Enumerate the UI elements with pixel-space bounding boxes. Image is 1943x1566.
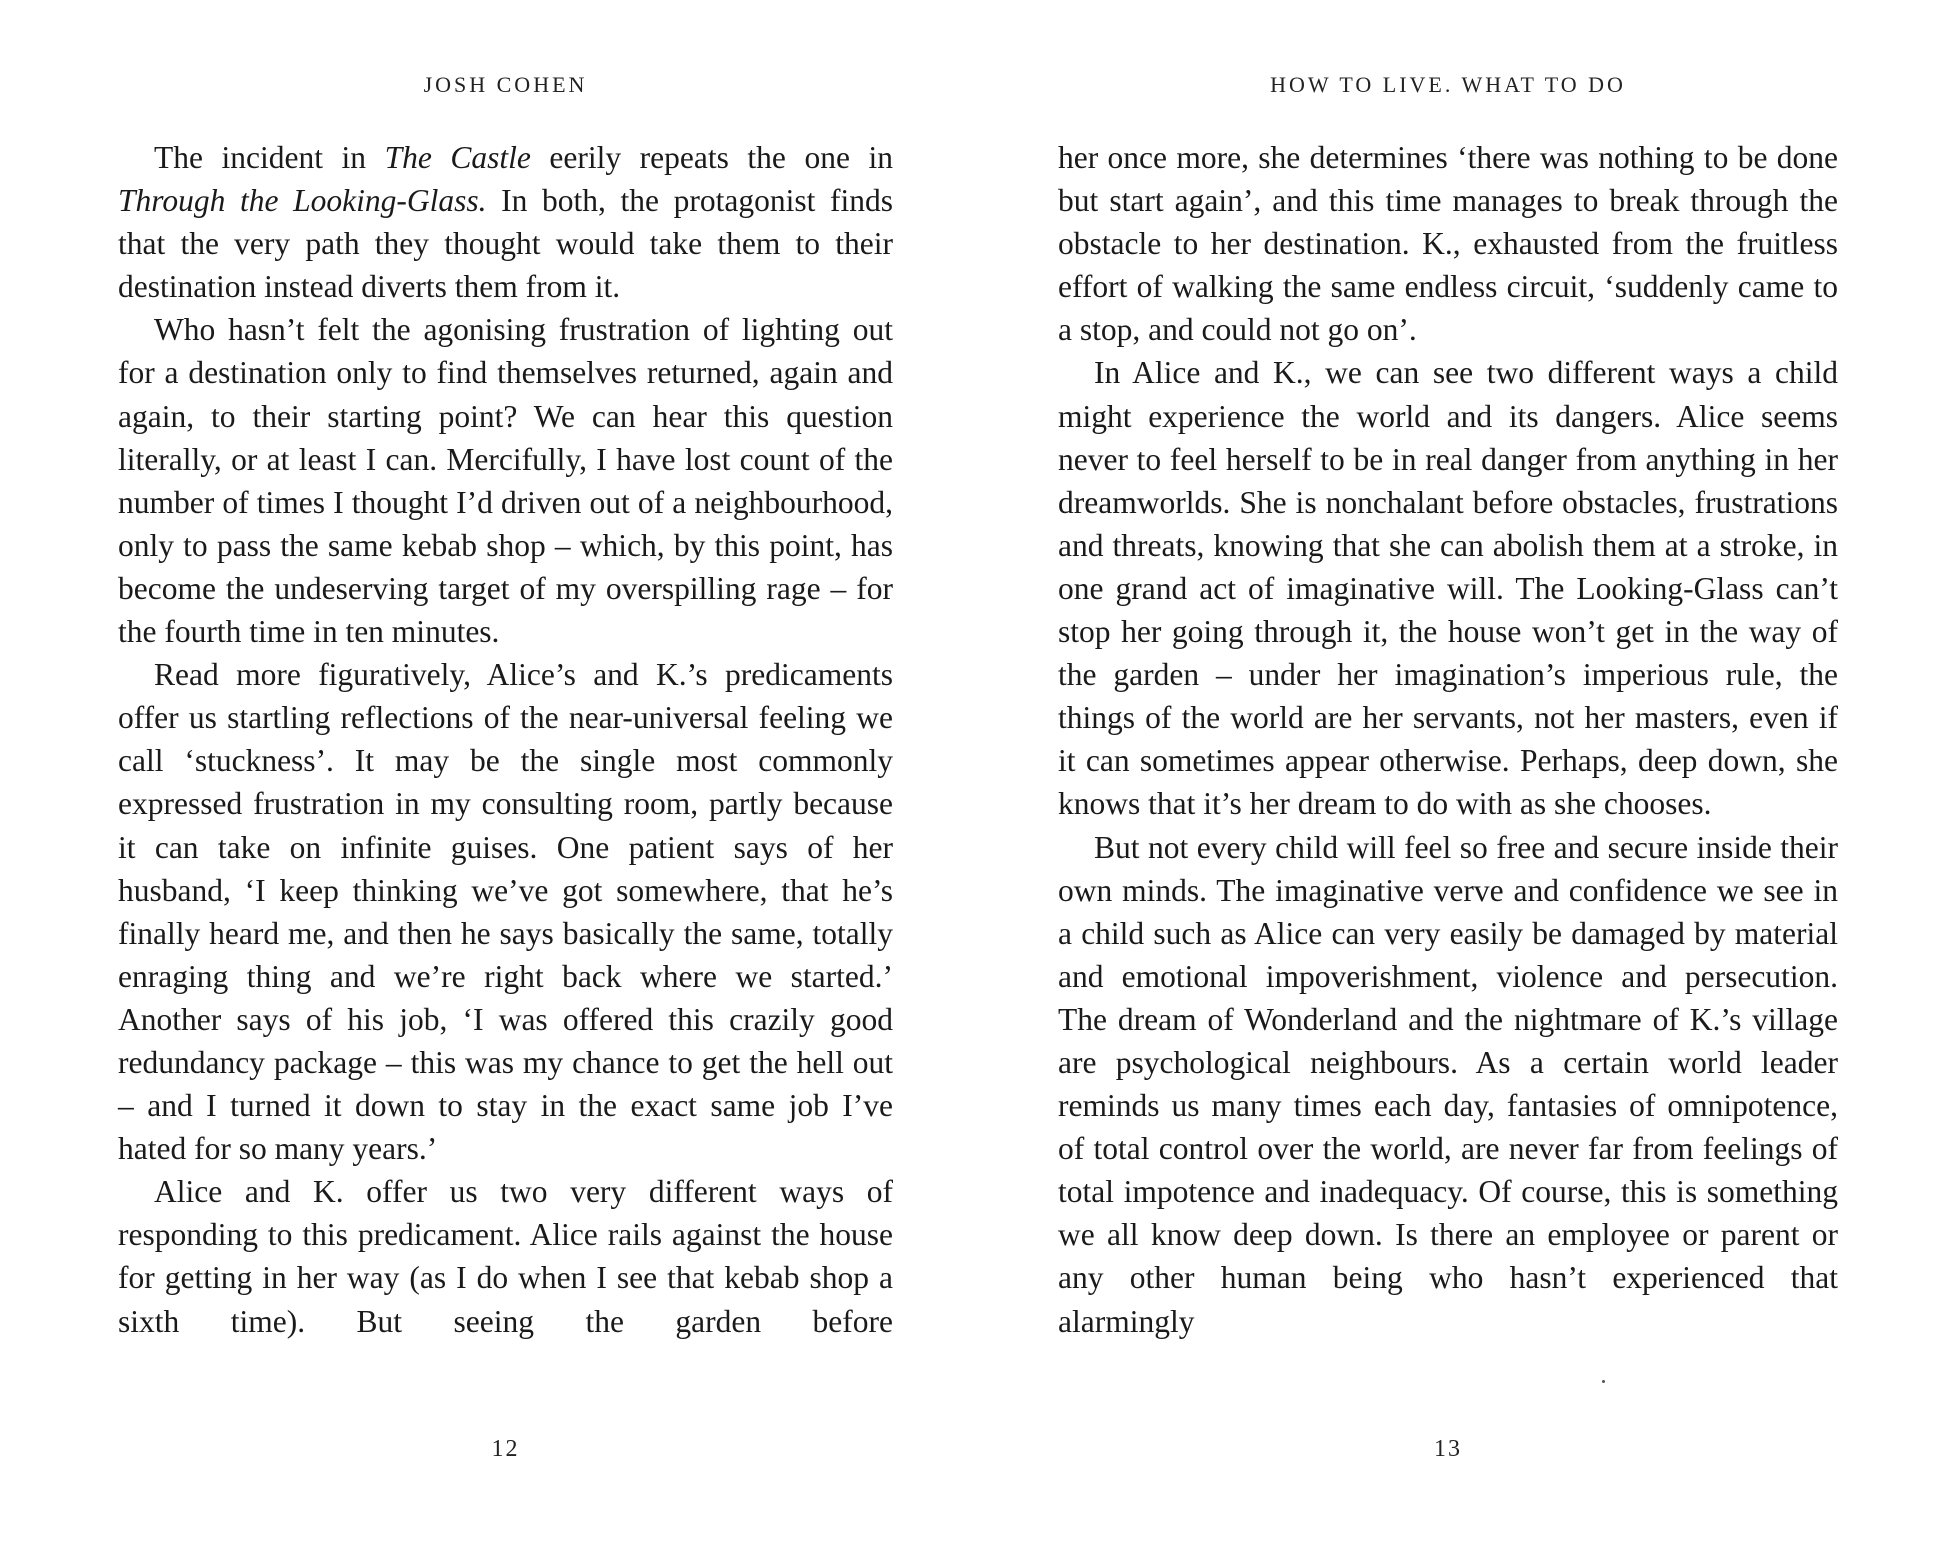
print-speck [1602,1380,1605,1383]
left-page-body [118,136,893,1343]
paragraph: The incident in The Castle eerily repeats the one in Through the Looking-Glass. In both, the protagonist finds that the very path they thought would take them to their destination instead diverts them from it. [118,140,893,305]
running-head-author: JOSH COHEN [423,72,588,97]
paragraph: In Alice and K., we can see two different ways a child might experience the world and its dangers. Alice seems never to feel herself to be in real danger from anything in her dreamworlds. She is nonchalant before obstacles, frustrations and threats, knowing that she can abolish them at a stroke, in one grand act of imaginative will. The Looking-Glass can’t stop her going through it, the house won’t get in the way of the garden – under her imagination’s imperious rule, the things of the world are her servants, not her masters, even if it can sometimes appear otherwise. Perhaps, deep down, she knows that it’s her dream to do with as she chooses. [1058,355,1838,822]
running-head-chapter: HOW TO LIVE. WHAT TO DO [1270,72,1626,97]
right-page [1058,0,1838,1566]
paragraph: her once more, she determines ‘there was nothing to be done but start again’, and this time manages to break through the obstacle to her destination. K., exhausted from the fruitless effort of walking the same endless circuit, ‘suddenly came to a stop, and could not go on’. [1058,140,1838,348]
paragraph: Read more figuratively, Alice’s and K.’s predicaments offer us startling reflections of the near-universal feeling we call ‘stuckness’. It may be the single most commonly expressed frustration in my consulting room, partly because it can take on infinite guises. One patient says of her husband, ‘I keep thinking we’ve got somewhere, that he’s finally heard me, and then he says basically the same, totally enraging thing and we’re right back where we started.’ Another says of his job, ‘I was offered this crazily good redundancy package – this was my chance to get the hell out – and I turned it down to stay in the exact same job I’ve hated for so many years.’ [118,657,893,1167]
page-number: 12 [491,1436,520,1462]
right-page-body [1058,136,1838,1343]
paragraph: Who hasn’t felt the agonising frustration of lighting out for a destination only to find themselves returned, again and again, to their starting point? We can hear this question literally, or at least I can. Mercifully, I have lost count of the number of times I thought I’d driven out of a neighbourhood, only to pass the same kebab shop – which, by this point, has become the undeserving target of my overspilling rage – for the fourth time in ten minutes. [118,312,893,650]
paragraph: But not every child will feel so free and secure inside their own minds. The imaginative verve and confidence we see in a child such as Alice can very easily be damaged by material and emotional impoverishment, violence and persecution. The dream of Wonderland and the nightmare of K.’s village are psychological neighbours. As a certain world leader reminds us many times each day, fantasies of omnipotence, of total control over the world, are never far from feelings of total impotence and inadequacy. Of course, this is something we all know deep down. Is there an employee or parent or any other human being who hasn’t experienced that alarmingly [1058,829,1838,1339]
left-page [118,0,893,1566]
page-number: 13 [1434,1436,1462,1462]
book-title-italic: The Castle [384,140,531,175]
book-title-italic: Through the Looking-Glass. [118,183,487,219]
paragraph: Alice and K. offer us two very different ways of responding to this predicament. Alice rails against the house for getting in her way (as I do when I see that kebab shop a sixth time). But seeing the garden before [118,1174,893,1339]
